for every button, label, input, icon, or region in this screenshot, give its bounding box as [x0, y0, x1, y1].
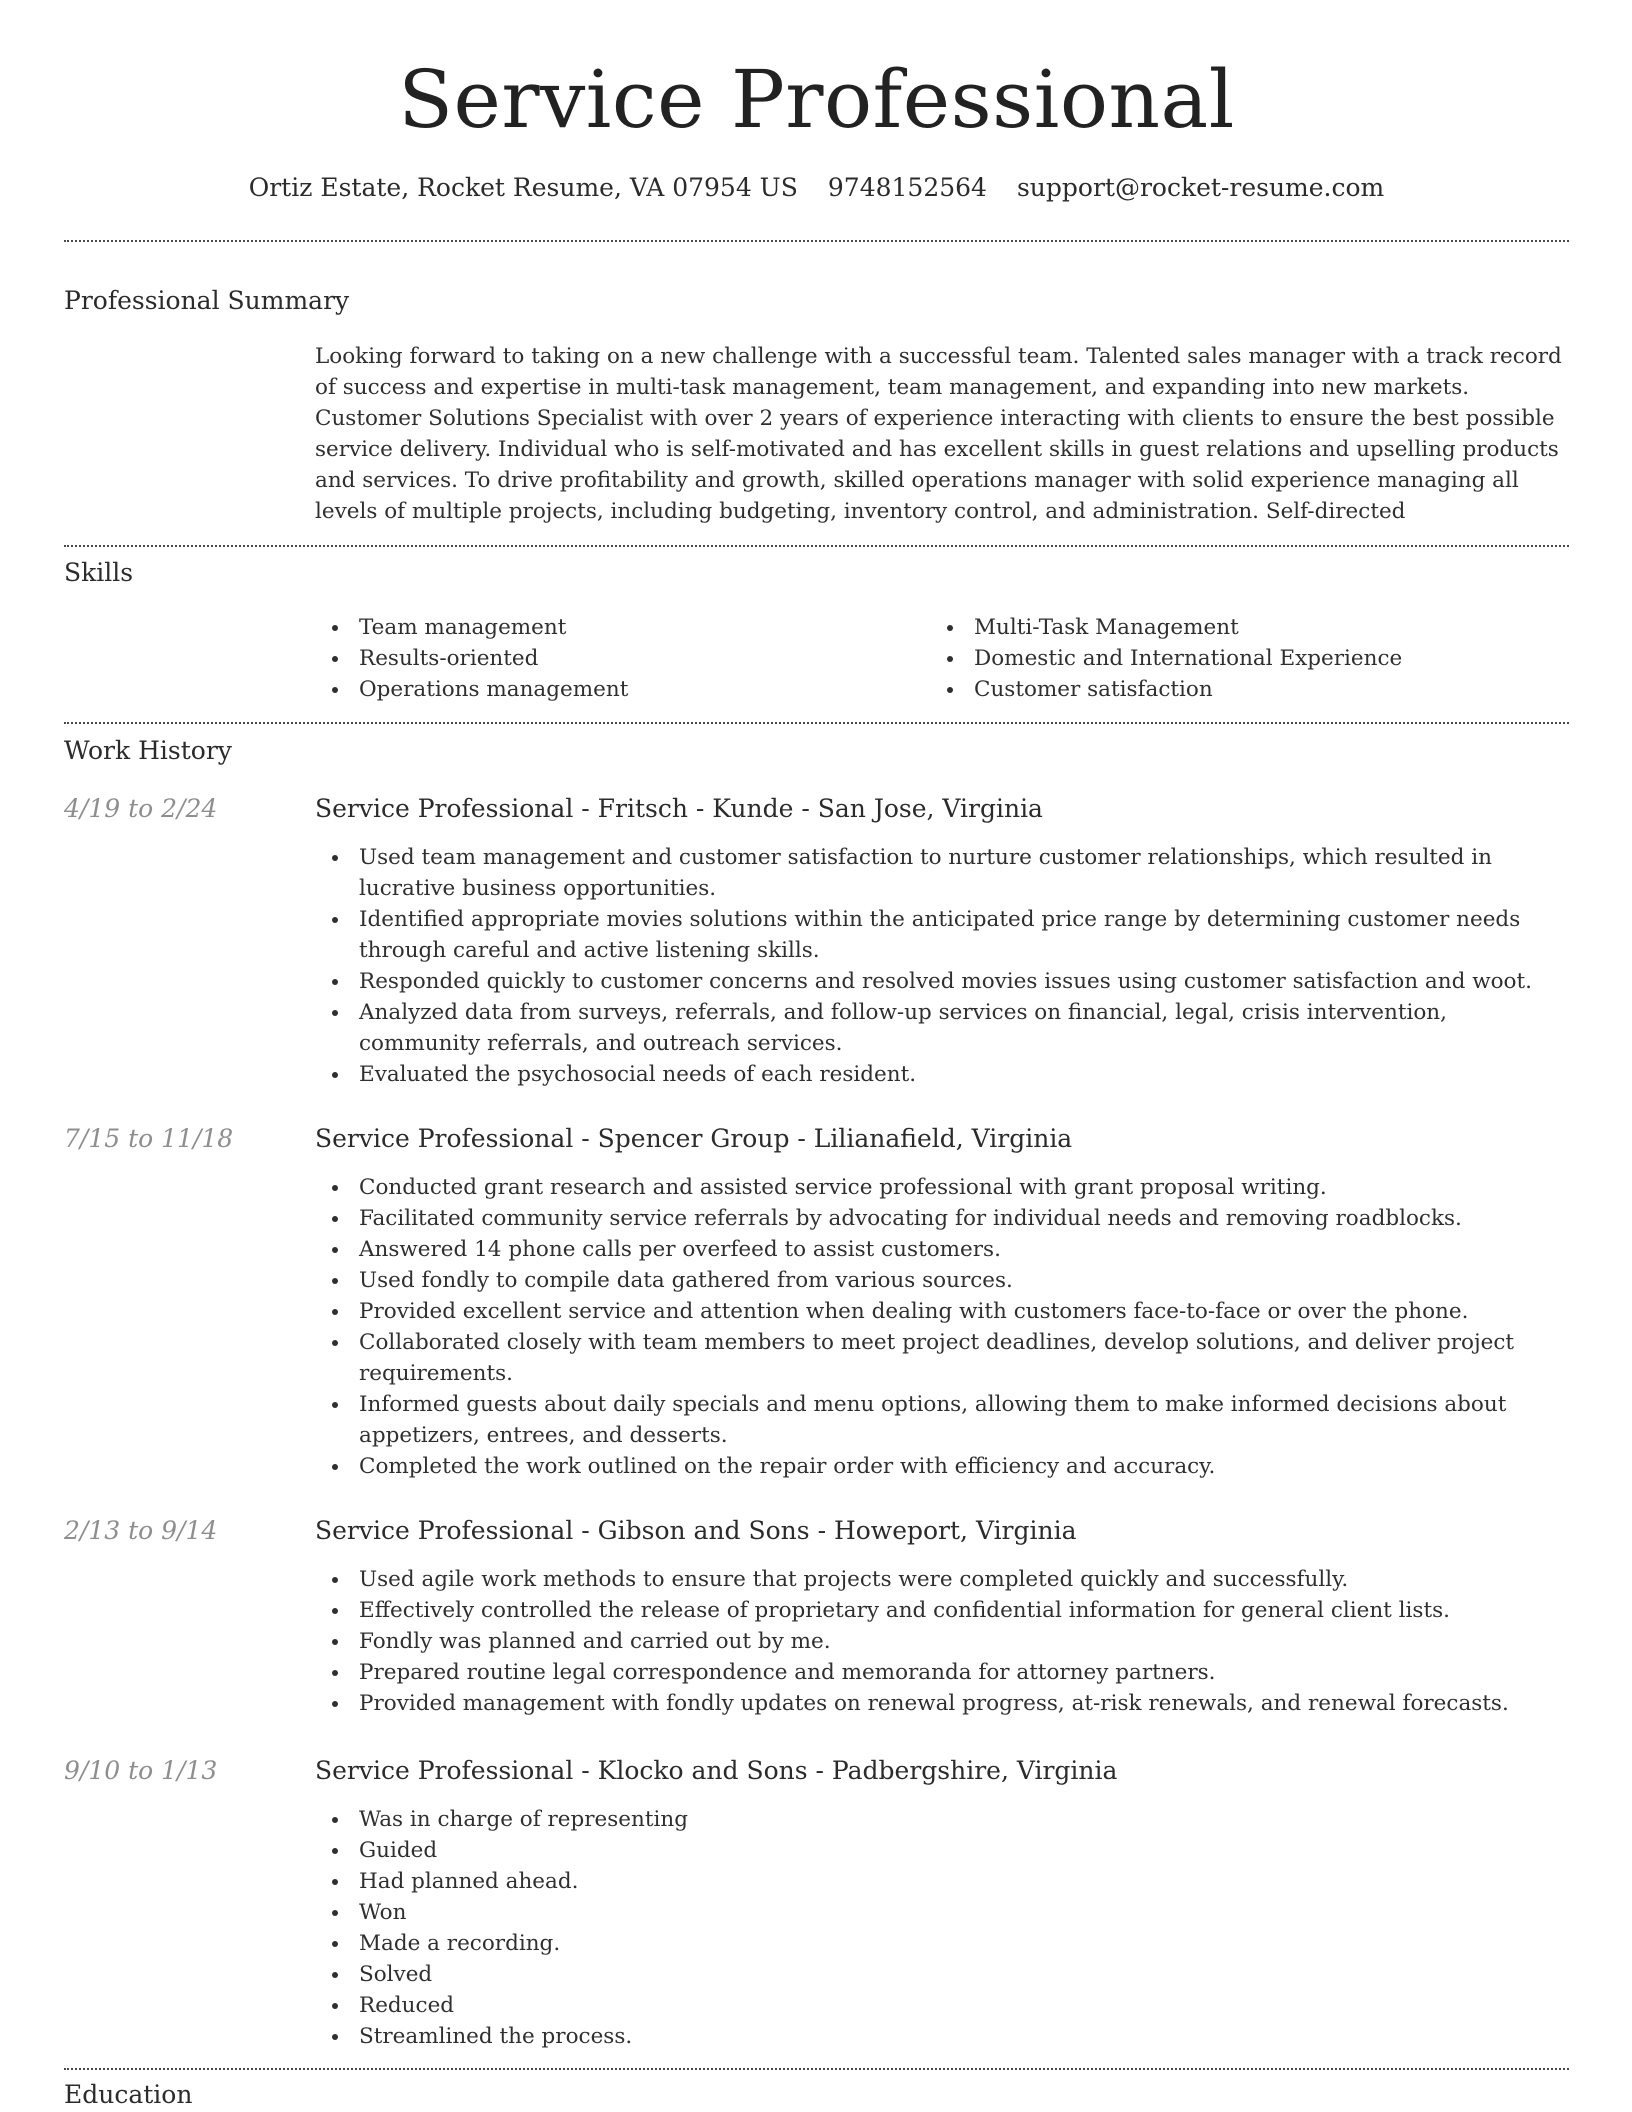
job-date: 9/10 to 1/13 — [64, 1756, 218, 1785]
job-bullet: Effectively controlled the release of proprietary and confidential information for general client lists. — [315, 1595, 1569, 1626]
job-bullet: Informed guests about daily specials and menu options, allowing them to make informed decisions about appetizers, entrees, and desserts. — [315, 1389, 1569, 1451]
job-bullet: Responded quickly to customer concerns and resolved movies issues using customer satisfaction and woot. — [315, 966, 1569, 997]
skill-item: Results-oriented — [315, 643, 915, 674]
section-divider — [64, 2068, 1569, 2070]
job-title: Service Professional - Spencer Group - Lilianafield, Virginia — [315, 1124, 1073, 1153]
job-bullet: Provided excellent service and attention when dealing with customers face-to-face or over the phone. — [315, 1296, 1569, 1327]
section-divider — [64, 545, 1569, 547]
job-bullet: Analyzed data from surveys, referrals, and follow-up services on financial, legal, crisis intervention, community referrals, and outreach services. — [315, 997, 1569, 1059]
contact-email: support@rocket-resume.com — [1016, 173, 1385, 202]
section-divider — [64, 722, 1569, 724]
job-bullet: Fondly was planned and carried out by me. — [315, 1626, 1569, 1657]
job-date: 7/15 to 11/18 — [64, 1124, 234, 1153]
job-date: 2/13 to 9/14 — [64, 1516, 218, 1545]
contact-phone: 9748152564 — [827, 173, 987, 202]
job-bullet: Answered 14 phone calls per overfeed to assist customers. — [315, 1234, 1569, 1265]
job-date: 4/19 to 2/24 — [64, 794, 218, 823]
job-bullets — [315, 1172, 1569, 1482]
job-bullet: Identified appropriate movies solutions within the anticipated price range by determining customer needs through careful and active listening skills. — [315, 904, 1569, 966]
job-bullet: Completed the work outlined on the repair order with efficiency and accuracy. — [315, 1451, 1569, 1482]
summary-heading: Professional Summary — [64, 286, 350, 315]
education-heading: Education — [64, 2080, 193, 2109]
job-bullet: Collaborated closely with team members to meet project deadlines, develop solutions, and deliver project requirements. — [315, 1327, 1569, 1389]
skill-item: Team management — [315, 612, 915, 643]
skill-item: Multi-Task Management — [930, 612, 1530, 643]
job-bullets — [315, 1564, 1569, 1719]
job-bullet: Prepared routine legal correspondence and memoranda for attorney partners. — [315, 1657, 1569, 1688]
job-bullet: Was in charge of representing — [315, 1804, 1569, 1835]
job-bullet: Used team management and customer satisfaction to nurture customer relationships, which resulted in lucrative business opportunities. — [315, 842, 1569, 904]
job-bullet: Evaluated the psychosocial needs of each resident. — [315, 1059, 1569, 1090]
job-bullet: Made a recording. — [315, 1928, 1569, 1959]
skills-left-column — [315, 612, 915, 705]
work-history-heading: Work History — [64, 736, 232, 765]
job-bullets — [315, 1804, 1569, 2052]
job-title: Service Professional - Gibson and Sons - Howeport, Virginia — [315, 1516, 1077, 1545]
job-bullet: Used fondly to compile data gathered from various sources. — [315, 1265, 1569, 1296]
job-bullet: Reduced — [315, 1990, 1569, 2021]
job-title: Service Professional - Klocko and Sons - Padbergshire, Virginia — [315, 1756, 1118, 1785]
job-bullet: Used agile work methods to ensure that projects were completed quickly and successfully. — [315, 1564, 1569, 1595]
contact-address: Ortiz Estate, Rocket Resume, VA 07954 US — [248, 173, 798, 202]
section-divider — [64, 240, 1569, 242]
skill-item: Customer satisfaction — [930, 674, 1530, 705]
job-bullet: Guided — [315, 1835, 1569, 1866]
job-bullet: Conducted grant research and assisted service professional with grant proposal writing. — [315, 1172, 1569, 1203]
contact-line — [64, 170, 1569, 206]
skills-heading: Skills — [64, 558, 134, 587]
skill-item: Operations management — [315, 674, 915, 705]
job-bullet: Streamlined the process. — [315, 2021, 1569, 2052]
skills-right-column — [930, 612, 1530, 705]
job-bullet: Facilitated community service referrals by advocating for individual needs and removing roadblocks. — [315, 1203, 1569, 1234]
summary-text: Looking forward to taking on a new challenge with a successful team. Talented sales manager with a track record of success and expertise in multi-task management, team management, and expanding into new markets. Customer Solutions Specialist with over 2 years of experience interacting with clients to ensure the best possible service delivery. Individual who is self-motivated and has excellent skills in guest relations and upselling products and services. To drive profitability and growth, skilled operations manager with solid experience managing all levels of multiple projects, including budgeting, inventory control, and administration. Self-directed — [315, 344, 1562, 524]
job-bullets — [315, 842, 1569, 1090]
skill-item: Domestic and International Experience — [930, 643, 1530, 674]
job-bullet: Had planned ahead. — [315, 1866, 1569, 1897]
resume-name: Service Professional — [398, 53, 1235, 146]
job-bullet: Provided management with fondly updates on renewal progress, at-risk renewals, and renewal forecasts. — [315, 1688, 1569, 1719]
job-title: Service Professional - Fritsch - Kunde - San Jose, Virginia — [315, 794, 1043, 823]
job-bullet: Won — [315, 1897, 1569, 1928]
job-bullet: Solved — [315, 1959, 1569, 1990]
